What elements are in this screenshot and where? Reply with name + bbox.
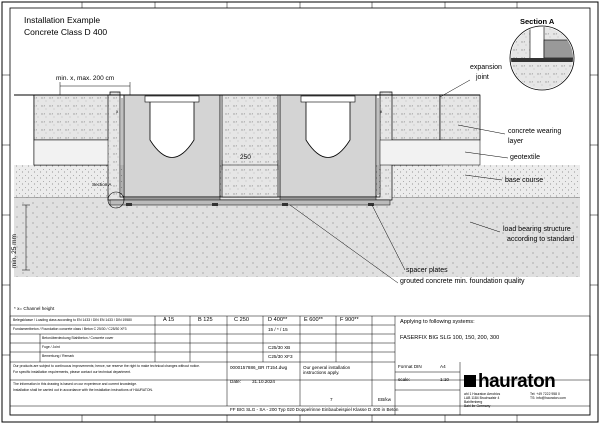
cell-d400-row4: C25/30 XF3 bbox=[268, 354, 293, 359]
wearing-layer-far-right bbox=[440, 95, 480, 140]
table-row-label-2: Fundamentbeton / Foundation concrete class / Beton C 25/30 / C25/30 XF3 bbox=[13, 327, 127, 331]
wearing-layer-left bbox=[34, 95, 108, 140]
dim-250-label: 250 bbox=[240, 154, 251, 161]
geotextile-band bbox=[380, 140, 480, 165]
class-d400: D 400** bbox=[268, 317, 288, 323]
format-label: Format DIN bbox=[398, 364, 422, 369]
title-line-1: Installation Example bbox=[24, 15, 101, 25]
class-e600: E 600** bbox=[304, 317, 323, 323]
title-line-2: Concrete Class D 400 bbox=[24, 27, 108, 37]
address-4: Bahl lbr Germany bbox=[464, 404, 491, 408]
address-2: LAB 1184 Bruchsalstr 4 bbox=[464, 396, 500, 400]
section-a-marker-label: Section A bbox=[92, 182, 112, 187]
callout-wearing-layer-1: concrete wearing bbox=[508, 128, 562, 135]
channel-left bbox=[124, 95, 220, 203]
company-logo-mark bbox=[464, 375, 476, 387]
grouted-foundation bbox=[110, 200, 390, 205]
email: TS: info@hauraton.com bbox=[530, 396, 566, 400]
callout-load-bearing-1: load bearing structure bbox=[503, 226, 571, 233]
callout-grouted-concrete: grouted concrete min. foundation quality bbox=[400, 278, 525, 285]
revision: 7 bbox=[330, 397, 333, 402]
drawing-number: 0000157886_BR IT154.dwg bbox=[230, 365, 288, 370]
scale-label: scale: bbox=[398, 377, 411, 382]
class-b125: B 125 bbox=[198, 317, 213, 323]
disclaimer: Our general installation instructions apply. bbox=[303, 365, 351, 375]
load-bearing-structure bbox=[11, 197, 580, 277]
table-row-label-5: Bemerkung / Remark bbox=[42, 354, 75, 358]
table-row-label-1: Belegsklasse / Loading class according to EN 1433 / DIN EN 1433 / DIN 19580 bbox=[13, 318, 132, 322]
callout-expansion-joint-2: joint bbox=[476, 74, 489, 81]
footnote: * x= Channel height bbox=[14, 306, 55, 311]
table-row-label-3: Betonüberdeckung Stahlbeton / Concrete cover bbox=[42, 336, 114, 340]
dim-25mm-label: min. 25 mm bbox=[11, 234, 18, 268]
callout-expansion-joint-1: expansion bbox=[470, 64, 502, 71]
date-label: Date: bbox=[230, 379, 241, 384]
callout-base-course: base course bbox=[505, 177, 544, 184]
class-c250: C 250 bbox=[234, 317, 249, 323]
middle-concrete bbox=[222, 95, 278, 197]
dim-min-x-label: min. x, max. 200 cm bbox=[56, 75, 115, 82]
channel-right bbox=[280, 95, 376, 203]
phone: Tel: +49 7222 958 0 bbox=[530, 392, 560, 396]
note-1: Our products are subject to continuous improvements; hence, we reserve the right to make technical changes without notice. bbox=[13, 364, 200, 368]
callout-load-bearing-2: according to standard bbox=[507, 236, 575, 243]
systems-list: FASERFIX BIG SLG 100, 150, 200, 300 bbox=[400, 335, 500, 341]
drawn-by: EB/kw bbox=[378, 397, 392, 402]
note-2: For specific installation requirements, please contact our technical department. bbox=[13, 370, 131, 374]
company-logo: hauraton bbox=[478, 371, 556, 392]
address-3: Bahlfenberg bbox=[464, 400, 483, 404]
wearing-layer-right bbox=[392, 95, 440, 140]
date-value: 31.10.2024 bbox=[252, 379, 275, 384]
callout-wearing-layer-2: layer bbox=[508, 138, 524, 145]
cell-d400-row3: C25/30 XB bbox=[268, 345, 291, 350]
cell-d400-row2: 15 / * / 15 bbox=[268, 327, 288, 332]
x-marker-right: x bbox=[380, 109, 383, 114]
note-3: The information in this drawing is based on our experience and current knowledge. bbox=[13, 382, 138, 386]
table-row-label-4: Fuge / Joint bbox=[42, 345, 60, 349]
callout-geotextile: geotextile bbox=[510, 154, 540, 161]
address-1: ahl 1 Hauraton Aerobics bbox=[464, 392, 501, 396]
section-a-detail bbox=[510, 26, 584, 96]
class-a15: A 15 bbox=[163, 317, 175, 323]
format-value: A4 bbox=[440, 364, 446, 369]
class-f900: F 900** bbox=[340, 317, 359, 323]
scale-value: 1:10 bbox=[440, 377, 449, 382]
callout-spacer-plates: spacer plates bbox=[406, 267, 448, 274]
footer-text: FF BIG SLG - SA - 200 Typ 020 Doppelrinne Einbaubeispiel Klasse D 400 in Beton bbox=[230, 407, 399, 412]
applying-label: Applying to following systems: bbox=[400, 319, 475, 325]
section-a-title: Section A bbox=[520, 17, 555, 26]
note-4: Installation shall be carried out in accordance with the installation instructions of HAURATON. bbox=[13, 388, 153, 392]
x-marker-left: x bbox=[116, 109, 119, 114]
